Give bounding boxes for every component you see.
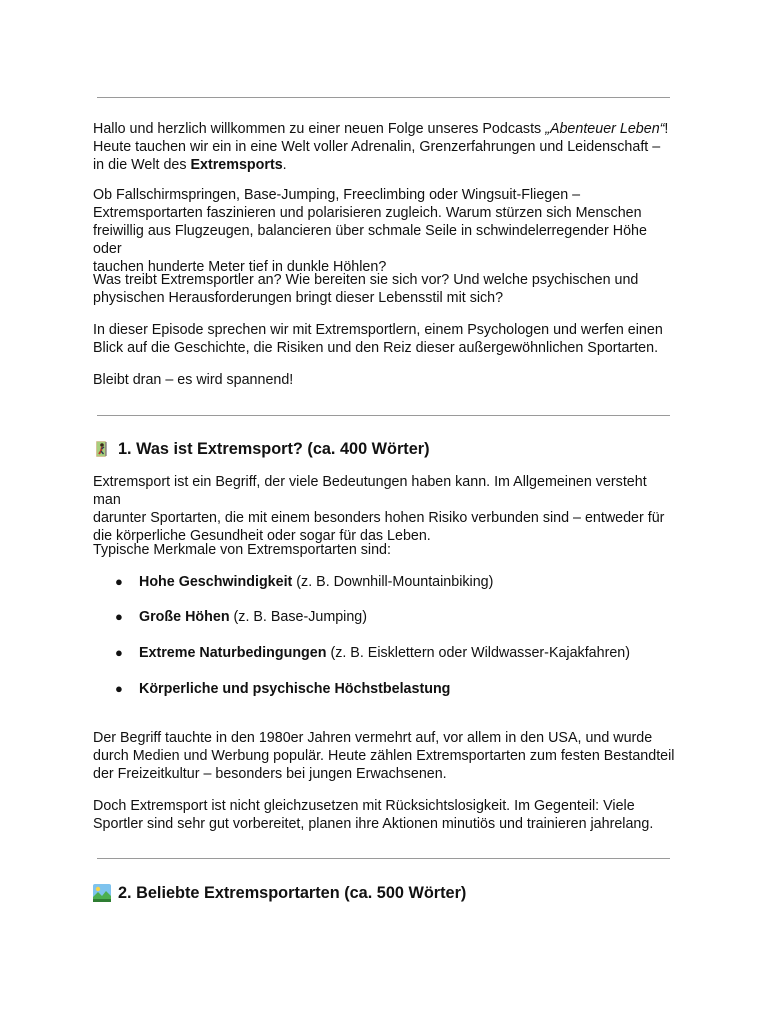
intro-paragraph-1 [93,120,678,174]
text-line: der Freizeitkultur – besonders bei jungen Erwachsenen. [93,766,447,782]
text-line: Extremsportarten faszinieren und polarisieren zugleich. Warum stürzen sich Menschen [93,205,642,221]
list-item-text [139,573,493,591]
text-line: Blick auf die Geschichte, die Risiken und den Reiz dieser außergewöhnlichen Sportarten. [93,340,659,356]
section-1-paragraph-4 [93,797,678,833]
intro-text: ! [664,121,669,137]
intro-text: in die Welt des [93,157,191,173]
section-1-paragraph-1 [93,473,678,545]
bullet-bold: Körperliche und psychische Höchstbelastung [139,681,451,697]
text-line: durch Medien und Werbung populär. Heute zählen Extremsportarten zum festen Bestandteil [93,748,675,764]
list-item-text [139,644,630,662]
text-line: Doch Extremsport ist nicht gleichzusetzen mit Rücksichtslosigkeit. Im Gegenteil: Viele [93,798,635,814]
climber-icon [93,440,111,458]
intro-paragraph-2 [93,186,678,276]
podcast-title: „Abenteuer Leben“ [545,121,665,137]
text-line: In dieser Episode sprechen wir mit Extremsportlern, einem Psychologen und werfen einen [93,322,663,338]
intro-paragraph-4 [93,321,678,357]
text-line: tauchen hunderte Meter tief in dunkle Höhlen? [93,259,387,275]
list-item-text [139,608,367,626]
text-line: darunter Sportarten, die mit einem besonders hohen Risiko verbunden sind – entweder für [93,510,665,526]
text-line: Sportler sind sehr gut vorbereitet, planen ihre Aktionen minutiös und trainieren jahrelang. [93,816,654,832]
bullet-rest: (z. B. Base-Jumping) [229,609,368,625]
text-line: freiwillig aus Flugzeugen, balancieren über schmale Seile in schwindelerregender Höhe oder [93,223,647,257]
bullet-rest: (z. B. Downhill-Mountainbiking) [292,574,494,590]
bullet-icon: ● [115,681,123,696]
section-2-heading [93,881,678,905]
bullet-bold: Große Höhen [139,609,230,625]
bullet-icon: ● [115,574,123,589]
list-item-text [139,680,450,698]
horizontal-rule [97,858,670,859]
section-2-title: 2. Beliebte Extremsportarten (ca. 500 Wörter) [118,884,467,902]
section-1-paragraph-3 [93,729,678,783]
intro-paragraph-5: Bleibt dran – es wird spannend! [93,372,294,388]
landscape-icon [93,884,111,902]
text-line: Was treibt Extremsportler an? Wie bereiten sie sich vor? Und welche psychischen und [93,272,639,288]
bullet-rest: (z. B. Eisklettern oder Wildwasser-Kajakfahren) [326,645,630,661]
bullet-icon: ● [115,609,123,624]
bold-keyword: Extremsports [190,157,283,173]
section-1-title: 1. Was ist Extremsport? (ca. 400 Wörter) [118,440,430,458]
section-1-paragraph-2: Typische Merkmale von Extremsportarten sind: [93,542,391,558]
text-line: Ob Fallschirmspringen, Base-Jumping, Freeclimbing oder Wingsuit-Fliegen – [93,187,581,203]
section-1-heading [93,437,678,461]
intro-text: . [282,157,287,173]
bullet-bold: Hohe Geschwindigkeit [139,574,293,590]
horizontal-rule [97,97,670,98]
text-line: Extremsport ist ein Begriff, der viele Bedeutungen haben kann. Im Allgemeinen versteht man [93,474,647,508]
bullet-icon: ● [115,645,123,660]
text-line: die körperliche Gesundheit oder sogar für das Leben. [93,528,431,544]
intro-paragraph-3 [93,271,678,307]
intro-text: Hallo und herzlich willkommen zu einer neuen Folge unseres Podcasts [93,121,546,137]
bullet-bold: Extreme Naturbedingungen [139,645,327,661]
intro-text: Heute tauchen wir ein in eine Welt voller Adrenalin, Grenzerfahrungen und Leidenschaft – [93,139,661,155]
horizontal-rule [97,415,670,416]
text-line: Der Begriff tauchte in den 1980er Jahren vermehrt auf, vor allem in den USA, und wurde [93,730,653,746]
text-line: physischen Herausforderungen bringt dieser Lebensstil mit sich? [93,290,504,306]
